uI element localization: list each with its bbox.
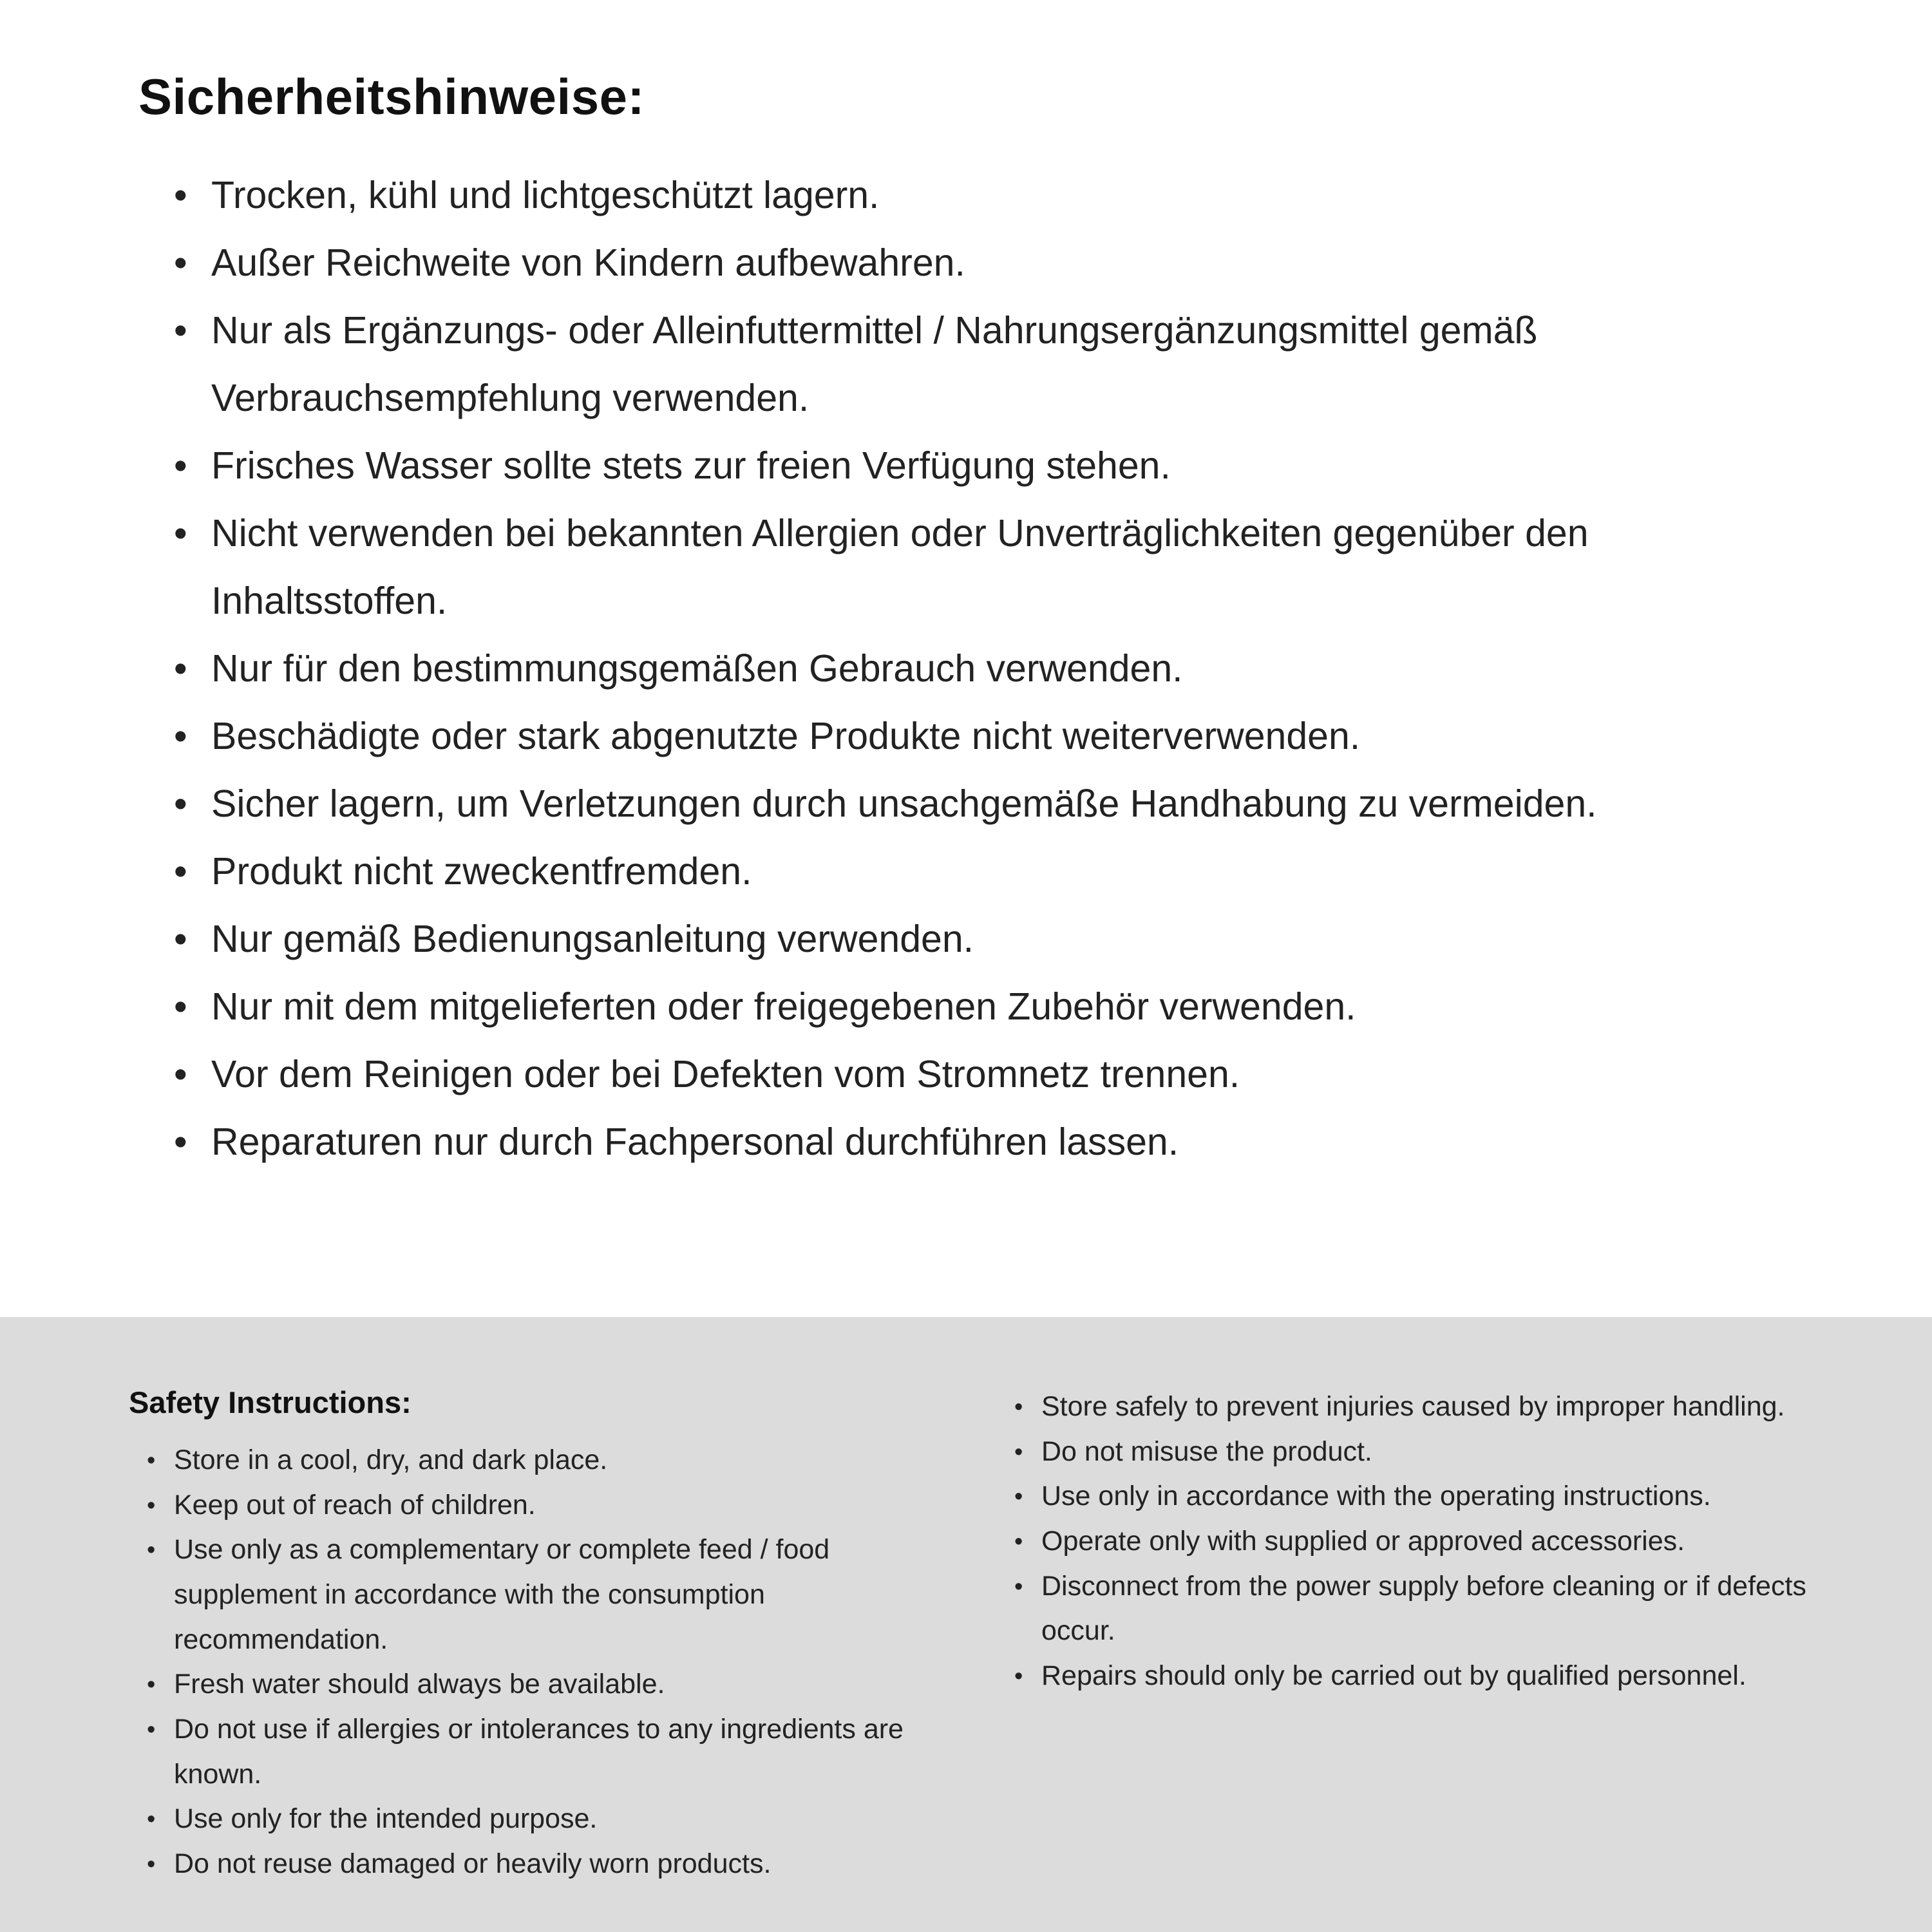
list-item: • Disconnect from the power supply before cleaning or if defects occur. [1014, 1564, 1823, 1654]
list-item: • Use only as a complementary or complete feed / food supplement in accordance with the consumption recommendation. [147, 1528, 937, 1662]
list-item: • Do not use if allergies or intolerances to any ingredients are known. [147, 1707, 937, 1797]
german-section-heading: Sicherheitshinweise: [138, 68, 645, 125]
english-safety-section [0, 1317, 1932, 1932]
list-item: • Reparaturen nur durch Fachpersonal durchführen lassen. [174, 1108, 1816, 1176]
list-item: • Fresh water should always be available. [147, 1662, 937, 1707]
english-right-column [1014, 1385, 1823, 1932]
list-item: • Produkt nicht zweckentfremden. [174, 838, 1816, 905]
list-item: • Nur für den bestimmungsgemäßen Gebrauch verwenden. [174, 635, 1816, 703]
list-item: • Store safely to prevent injuries caused by improper handling. [1014, 1385, 1823, 1430]
list-item: • Sicher lagern, um Verletzungen durch unsachgemäße Handhabung zu vermeiden. [174, 770, 1816, 838]
list-item: • Nur mit dem mitgelieferten oder freigegebenen Zubehör verwenden. [174, 973, 1816, 1041]
english-safety-list-right [1014, 1385, 1823, 1699]
list-item: • Store in a cool, dry, and dark place. [147, 1438, 937, 1483]
list-item: • Frisches Wasser sollte stets zur freien Verfügung stehen. [174, 432, 1816, 500]
list-item: • Nur als Ergänzungs- oder Alleinfuttermittel / Nahrungsergänzungsmittel gemäß Verbrauchsempfehlung verwenden. [174, 297, 1816, 432]
english-section-heading: Safety Instructions: [129, 1385, 412, 1419]
list-item: • Trocken, kühl und lichtgeschützt lagern. [174, 162, 1816, 229]
list-item: • Nur gemäß Bedienungsanleitung verwenden. [174, 905, 1816, 973]
list-item: • Repairs should only be carried out by qualified personnel. [1014, 1654, 1823, 1699]
list-item: • Nicht verwenden bei bekannten Allergien oder Unverträglichkeiten gegenüber den Inhaltsstoffen. [174, 500, 1816, 635]
list-item: • Beschädigte oder stark abgenutzte Produkte nicht weiterverwenden. [174, 703, 1816, 770]
list-item: • Do not misuse the product. [1014, 1430, 1823, 1475]
english-safety-list-left [129, 1438, 937, 1887]
list-item: • Keep out of reach of children. [147, 1483, 937, 1528]
list-item: • Use only for the intended purpose. [147, 1797, 937, 1842]
list-item: • Außer Reichweite von Kindern aufbewahren. [174, 229, 1816, 297]
english-left-column [129, 1385, 937, 1932]
german-safety-list [138, 162, 1816, 1176]
list-item: • Do not reuse damaged or heavily worn products. [147, 1842, 937, 1887]
list-item: • Operate only with supplied or approved accessories. [1014, 1519, 1823, 1564]
list-item: • Use only in accordance with the operating instructions. [1014, 1474, 1823, 1519]
list-item: • Vor dem Reinigen oder bei Defekten vom Stromnetz trennen. [174, 1041, 1816, 1108]
